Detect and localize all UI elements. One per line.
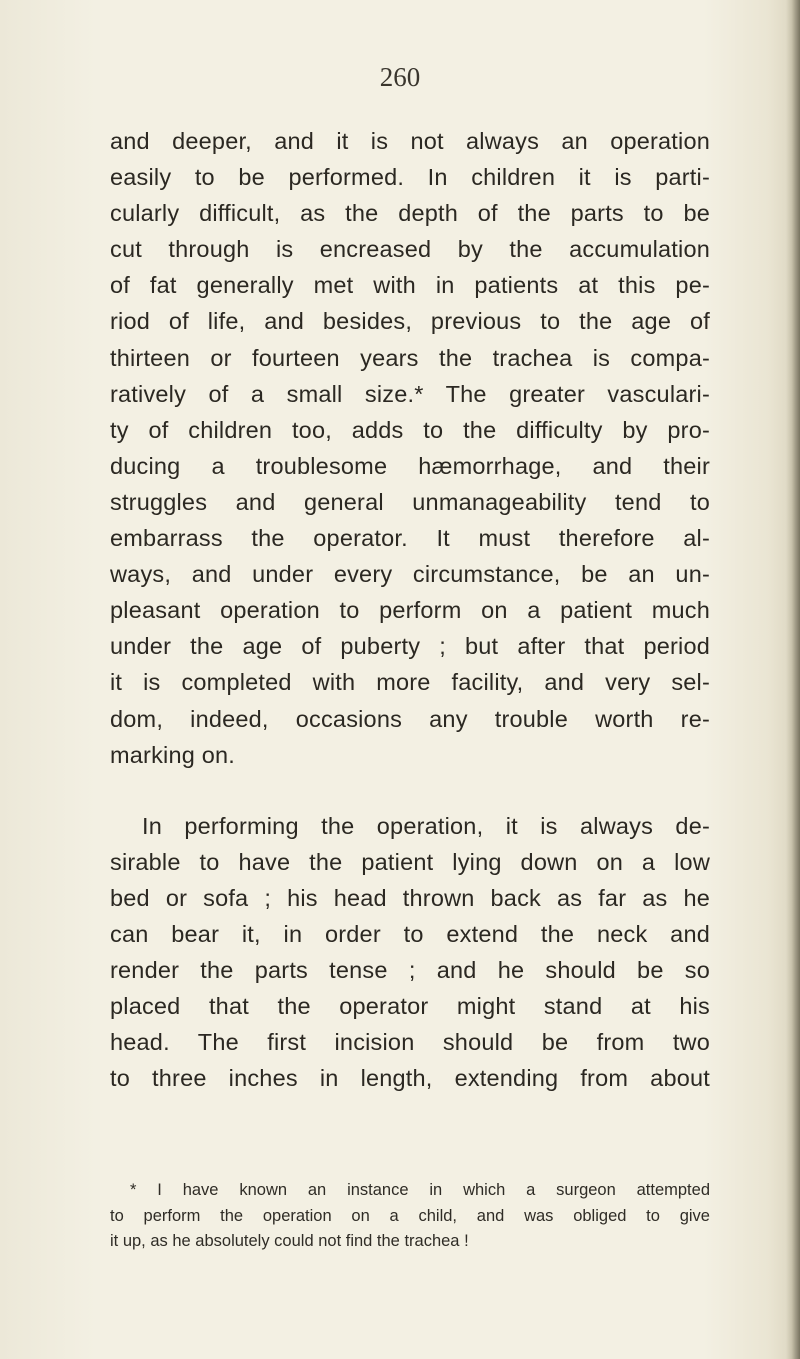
text-line: ty of children too, adds to the difficulty by pro-	[110, 416, 710, 443]
footnote-line: it up, as he absolutely could not find the trachea !	[110, 1232, 469, 1250]
text-line: and deeper, and it is not always an operation	[110, 128, 710, 154]
text-line: ratively of a small size.* The greater vasculari-	[110, 380, 710, 407]
text-line: ducing a troublesome hæmorrhage, and their	[110, 452, 710, 479]
text-line: struggles and general unmanageability tend to	[110, 488, 710, 515]
text-line: placed that the operator might stand at his	[110, 993, 710, 1020]
text-line: render the parts tense ; and he should be so	[110, 957, 710, 984]
page-number: 260	[379, 62, 421, 92]
text-line: easily to be performed. In children it is parti-	[110, 164, 710, 191]
text-line: dom, indeed, occasions any trouble worth re-	[110, 705, 710, 732]
text-line: sirable to have the patient lying down on a low	[110, 848, 710, 875]
text-line: bed or sofa ; his head thrown back as far as he	[110, 884, 710, 911]
text-line: embarrass the operator. It must therefore al-	[110, 525, 710, 552]
text-line: pleasant operation to perform on a patient much	[110, 597, 710, 624]
footnote-line: * I have known an instance in which a surgeon attempted	[130, 1181, 710, 1199]
paragraph-1	[110, 123, 710, 773]
text-line: head. The first incision should be from two	[110, 1029, 710, 1056]
text-line: ways, and under every circumstance, be an un-	[110, 561, 710, 588]
page-binding-shadow	[786, 0, 800, 1359]
text-line: to three inches in length, extending from about	[110, 1065, 710, 1092]
paragraph-gap	[110, 773, 710, 808]
footnote	[110, 1178, 710, 1255]
text-line: of fat generally met with in patients at this pe-	[110, 272, 710, 299]
text-line: thirteen or fourteen years the trachea is compa-	[110, 344, 710, 371]
text-line: can bear it, in order to extend the neck and	[110, 920, 710, 947]
footnote-line: to perform the operation on a child, and was obliged to give	[110, 1206, 710, 1225]
text-line: it is completed with more facility, and very sel-	[110, 669, 710, 696]
text-line: under the age of puberty ; but after that period	[110, 633, 710, 660]
body-text	[110, 123, 710, 1096]
text-line: marking on.	[110, 741, 235, 768]
text-line: riod of life, and besides, previous to the age of	[110, 308, 710, 335]
text-line: cularly difficult, as the depth of the parts to be	[110, 200, 710, 227]
paragraph-2	[110, 808, 710, 1097]
text-line: In performing the operation, it is always de-	[142, 812, 710, 839]
text-line: cut through is encreased by the accumulation	[110, 236, 710, 263]
